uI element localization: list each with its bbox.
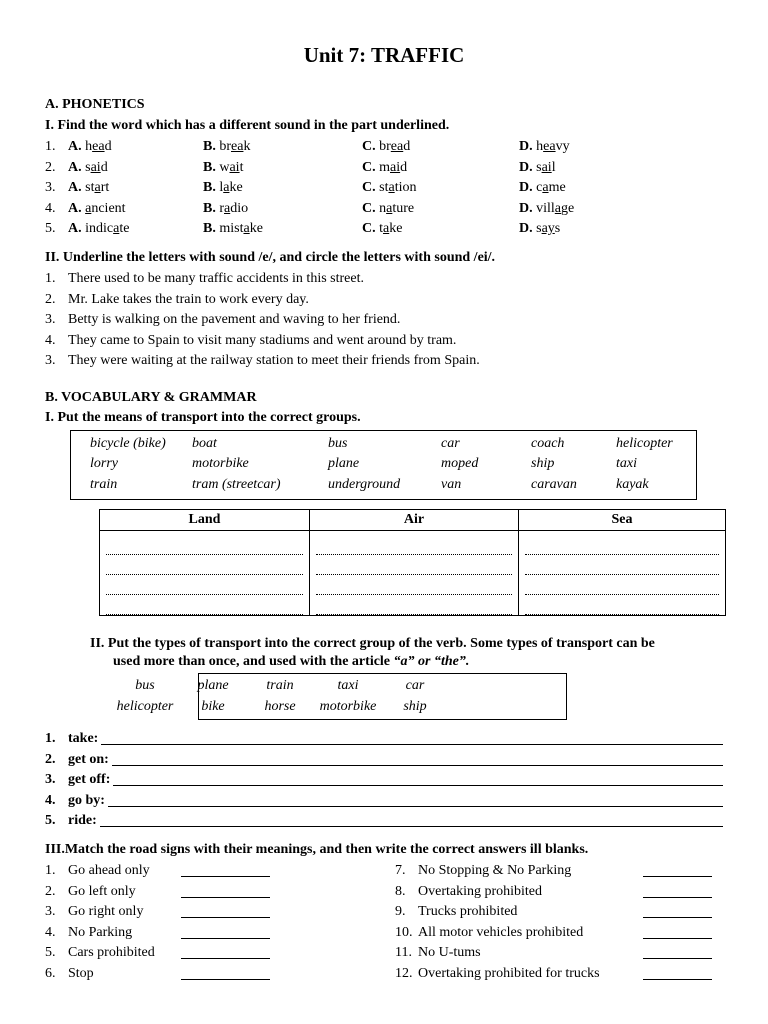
option-letter: D. <box>519 160 533 175</box>
word-part: t <box>239 160 244 175</box>
sea-answer-cell[interactable] <box>519 531 726 616</box>
word-part: l <box>551 160 556 175</box>
sentence-text: They were waiting at the railway station to meet their friends from Spain. <box>68 353 480 368</box>
word-part: rt <box>100 180 110 195</box>
sign-number: 9. <box>395 904 406 919</box>
underlined-part: a <box>113 221 120 236</box>
transport-word: helicopter <box>116 699 174 714</box>
option-letter: A. <box>68 221 82 236</box>
sign-answer-blank[interactable] <box>643 876 712 877</box>
transport-word: kayak <box>616 477 649 492</box>
section-b-heading: B. VOCABULARY & GRAMMAR <box>45 390 257 405</box>
phonetics-ex2-heading: II. Underline the letters with sound /e/, and circle the letters with sound /ei/. <box>45 250 496 265</box>
air-answer-cell[interactable] <box>310 531 519 616</box>
word-part: ke <box>389 221 403 236</box>
verb-answer-line[interactable] <box>112 765 723 766</box>
transport-word: lorry <box>90 456 118 471</box>
sign-number: 1. <box>45 863 56 878</box>
sign-answer-blank[interactable] <box>643 938 712 939</box>
sign-number: 3. <box>45 904 56 919</box>
option-letter: B. <box>203 139 216 154</box>
verb-number: 5. <box>45 813 56 828</box>
transport-word: underground <box>328 477 401 492</box>
transport-word: boat <box>192 436 217 451</box>
transport-word: bus <box>328 436 348 451</box>
sign-answer-blank[interactable] <box>181 938 270 939</box>
underlined-part: ea <box>543 139 556 154</box>
transport-word: car <box>441 436 460 451</box>
sign-answer-blank[interactable] <box>643 979 712 980</box>
sign-meaning: Stop <box>68 966 94 981</box>
transport-word: motorbike <box>319 699 377 714</box>
word-part: s <box>536 160 542 175</box>
word-part: ke <box>249 221 263 236</box>
verb-label: go by: <box>68 793 105 808</box>
transport-word: taxi <box>616 456 637 471</box>
transport-word: car <box>405 678 425 693</box>
word-part: r <box>219 201 225 216</box>
answer-option-c[interactable] <box>362 137 410 157</box>
sign-answer-blank[interactable] <box>181 958 270 959</box>
option-letter: B. <box>203 221 216 236</box>
verb-number: 1. <box>45 731 56 746</box>
verb-number: 3. <box>45 772 56 787</box>
option-letter: A. <box>68 160 82 175</box>
transport-word: moped <box>441 456 479 471</box>
word-part: h <box>536 139 544 154</box>
sign-number: 8. <box>395 884 406 899</box>
table-header-air: Air <box>310 510 519 531</box>
answer-option-d[interactable] <box>519 178 566 198</box>
answer-option-c[interactable] <box>362 199 414 219</box>
transport-word: ship <box>531 456 555 471</box>
option-letter: C. <box>362 160 376 175</box>
sign-meaning: Trucks prohibited <box>418 904 518 919</box>
sign-answer-blank[interactable] <box>181 897 270 898</box>
word-part: c <box>536 180 543 195</box>
word-part: t <box>379 221 384 236</box>
sign-answer-blank[interactable] <box>643 958 712 959</box>
answer-option-a[interactable] <box>68 137 112 157</box>
sign-meaning: Cars prohibited <box>68 945 155 960</box>
answer-option-c[interactable] <box>362 158 407 178</box>
answer-option-b[interactable] <box>203 158 243 178</box>
sign-number: 12. <box>395 966 413 981</box>
verb-answer-line[interactable] <box>113 785 723 786</box>
word-part: tion <box>394 180 417 195</box>
word-part: k <box>243 139 251 154</box>
answer-option-b[interactable] <box>203 219 263 239</box>
word-part: te <box>119 221 130 236</box>
answer-option-d[interactable] <box>519 219 560 239</box>
underlined-part: a <box>243 221 250 236</box>
vocab-ex2-heading-line1: II. Put the types of transport into the correct group of the verb. Some types of transport can be <box>90 636 655 651</box>
answer-option-a[interactable] <box>68 219 129 239</box>
answer-option-d[interactable] <box>519 199 574 219</box>
transport-word: taxi <box>337 678 359 693</box>
word-part: n <box>379 201 387 216</box>
word-part: s <box>85 160 91 175</box>
transport-word: horse <box>264 699 296 714</box>
verb-label: get on: <box>68 752 109 767</box>
answer-option-a[interactable] <box>68 199 126 219</box>
word-part: d <box>400 160 408 175</box>
sentence-number: 2. <box>45 292 56 307</box>
sign-number: 6. <box>45 966 56 981</box>
answer-option-d[interactable] <box>519 137 570 157</box>
verb-label: take: <box>68 731 99 746</box>
word-part: br <box>379 139 391 154</box>
sentence-number: 3. <box>45 353 56 368</box>
transport-word: plane <box>197 678 229 693</box>
word-part: ture <box>392 201 415 216</box>
option-letter: D. <box>519 201 533 216</box>
word-part: d <box>403 139 411 154</box>
word-part: st <box>379 180 389 195</box>
sentence-text: Mr. Lake takes the train to work every day. <box>68 292 309 307</box>
sign-number: 10. <box>395 925 413 940</box>
underlined-part: a <box>388 180 395 195</box>
sign-meaning: All motor vehicles prohibited <box>418 925 584 940</box>
phonetics-ex1-heading: I. Find the word which has a different sound in the part underlined. <box>45 118 450 133</box>
underlined-part: ai <box>390 160 401 175</box>
verb-number: 4. <box>45 793 56 808</box>
land-answer-cell[interactable] <box>100 531 310 616</box>
transport-word: bicycle (bike) <box>90 436 166 451</box>
option-letter: A. <box>68 180 82 195</box>
transport-word: coach <box>531 436 565 451</box>
word-part: d <box>100 160 108 175</box>
option-letter: C. <box>362 139 376 154</box>
word-part: ge <box>561 201 575 216</box>
table-header-land: Land <box>100 510 310 531</box>
option-letter: A. <box>68 139 82 154</box>
word-part: s <box>554 221 561 236</box>
option-letter: C. <box>362 221 376 236</box>
transport-word: helicopter <box>616 436 673 451</box>
underlined-part: ay <box>541 221 555 236</box>
transport-word: bus <box>135 678 155 693</box>
sign-meaning: Go ahead only <box>68 863 150 878</box>
verb-answer-line[interactable] <box>101 744 723 745</box>
sign-meaning: Go right only <box>68 904 144 919</box>
sign-answer-blank[interactable] <box>643 897 712 898</box>
word-part: vy <box>555 139 570 154</box>
sign-number: 4. <box>45 925 56 940</box>
underlined-part: a <box>542 180 549 195</box>
answer-option-b[interactable] <box>203 178 243 198</box>
underlined-part: a <box>85 201 92 216</box>
question-number: 4. <box>45 201 56 216</box>
table-header-sea: Sea <box>519 510 726 531</box>
underlined-part: ai <box>229 160 240 175</box>
underlined-part: ai <box>541 160 552 175</box>
option-letter: A. <box>68 201 82 216</box>
question-number: 1. <box>45 139 56 154</box>
underlined-part: a <box>554 201 562 216</box>
word-part: d <box>104 139 112 154</box>
transport-word: train <box>90 477 118 492</box>
verb-answer-line[interactable] <box>108 806 723 807</box>
sentence-number: 4. <box>45 333 56 348</box>
underlined-part: ea <box>92 139 105 154</box>
option-letter: D. <box>519 139 533 154</box>
word-part: s <box>536 221 542 236</box>
transport-word: plane <box>328 456 360 471</box>
word-part: vill <box>536 201 555 216</box>
sentence-number: 3. <box>45 312 56 327</box>
answer-option-a[interactable] <box>68 158 108 178</box>
word-part: dio <box>230 201 249 216</box>
option-letter: B. <box>203 201 216 216</box>
transport-word: van <box>441 477 462 492</box>
underlined-part: a <box>223 180 230 195</box>
verb-answer-line[interactable] <box>100 826 723 827</box>
sentence-number: 1. <box>45 271 56 286</box>
answer-option-b[interactable] <box>203 199 248 219</box>
sign-number: 7. <box>395 863 406 878</box>
word-part: ke <box>229 180 243 195</box>
verb-label: ride: <box>68 813 97 828</box>
word-part: me <box>548 180 566 195</box>
answer-option-c[interactable] <box>362 219 402 239</box>
word-part: h <box>85 139 93 154</box>
sentence-text: There used to be many traffic accidents in this street. <box>68 271 364 286</box>
sign-meaning: Go left only <box>68 884 136 899</box>
word-part: st <box>85 180 95 195</box>
underlined-part: a <box>94 180 101 195</box>
option-letter: B. <box>203 160 216 175</box>
sign-answer-blank[interactable] <box>181 979 270 980</box>
underlined-part: ai <box>90 160 101 175</box>
sign-meaning: Overtaking prohibited <box>418 884 543 899</box>
section-a-heading: A. PHONETICS <box>45 97 145 112</box>
word-part: indic <box>85 221 114 236</box>
page-title: Unit 7: TRAFFIC <box>303 43 465 67</box>
word-part: mist <box>219 221 244 236</box>
word-part: ncient <box>91 201 126 216</box>
transport-groups-table <box>99 509 726 616</box>
option-letter: D. <box>519 221 533 236</box>
vocab-ex2-heading-line2: used more than once, and used with the article “a” or “the”. <box>113 654 470 669</box>
option-letter: C. <box>362 201 376 216</box>
verb-number: 2. <box>45 752 56 767</box>
option-letter: D. <box>519 180 533 195</box>
answer-option-d[interactable] <box>519 158 556 178</box>
sign-number: 11. <box>395 945 412 960</box>
answer-option-b[interactable] <box>203 137 250 157</box>
sentence-text: Betty is walking on the pavement and waving to her friend. <box>68 312 401 327</box>
sign-meaning: No Parking <box>68 925 133 940</box>
word-part: m <box>379 160 391 175</box>
sign-answer-blank[interactable] <box>643 917 712 918</box>
road-signs-heading: III.Match the road signs with their meanings, and then write the correct answers ill blanks. <box>45 842 589 857</box>
question-number: 3. <box>45 180 56 195</box>
question-number: 5. <box>45 221 56 236</box>
verb-label: get off: <box>68 772 111 787</box>
sign-number: 5. <box>45 945 56 960</box>
transport-word: tram (streetcar) <box>192 477 281 492</box>
underlined-part: a <box>224 201 231 216</box>
answer-option-a[interactable] <box>68 178 109 198</box>
underlined-part: a <box>386 201 393 216</box>
transport-word: caravan <box>531 477 577 492</box>
transport-word: bike <box>201 699 225 714</box>
vocab-ex1-heading: I. Put the means of transport into the correct groups. <box>45 410 361 425</box>
question-number: 2. <box>45 160 56 175</box>
underlined-part: ea <box>390 139 404 154</box>
option-letter: B. <box>203 180 216 195</box>
word-part: w <box>219 160 230 175</box>
underlined-part: ea <box>231 139 244 154</box>
transport-word: ship <box>403 699 427 714</box>
sign-number: 2. <box>45 884 56 899</box>
sign-meaning: No U-tums <box>418 945 481 960</box>
sign-answer-blank[interactable] <box>181 876 270 877</box>
sentence-text: They came to Spain to visit many stadiums and went around by tram. <box>68 333 457 348</box>
answer-option-c[interactable] <box>362 178 416 198</box>
sign-meaning: No Stopping & No Parking <box>418 863 572 878</box>
sign-meaning: Overtaking prohibited for trucks <box>418 966 600 981</box>
word-part: br <box>219 139 232 154</box>
option-letter: C. <box>362 180 376 195</box>
transport-word: train <box>266 678 294 693</box>
word-part: l <box>219 180 224 195</box>
sign-answer-blank[interactable] <box>181 917 270 918</box>
transport-word: motorbike <box>192 456 249 471</box>
underlined-part: a <box>383 221 390 236</box>
